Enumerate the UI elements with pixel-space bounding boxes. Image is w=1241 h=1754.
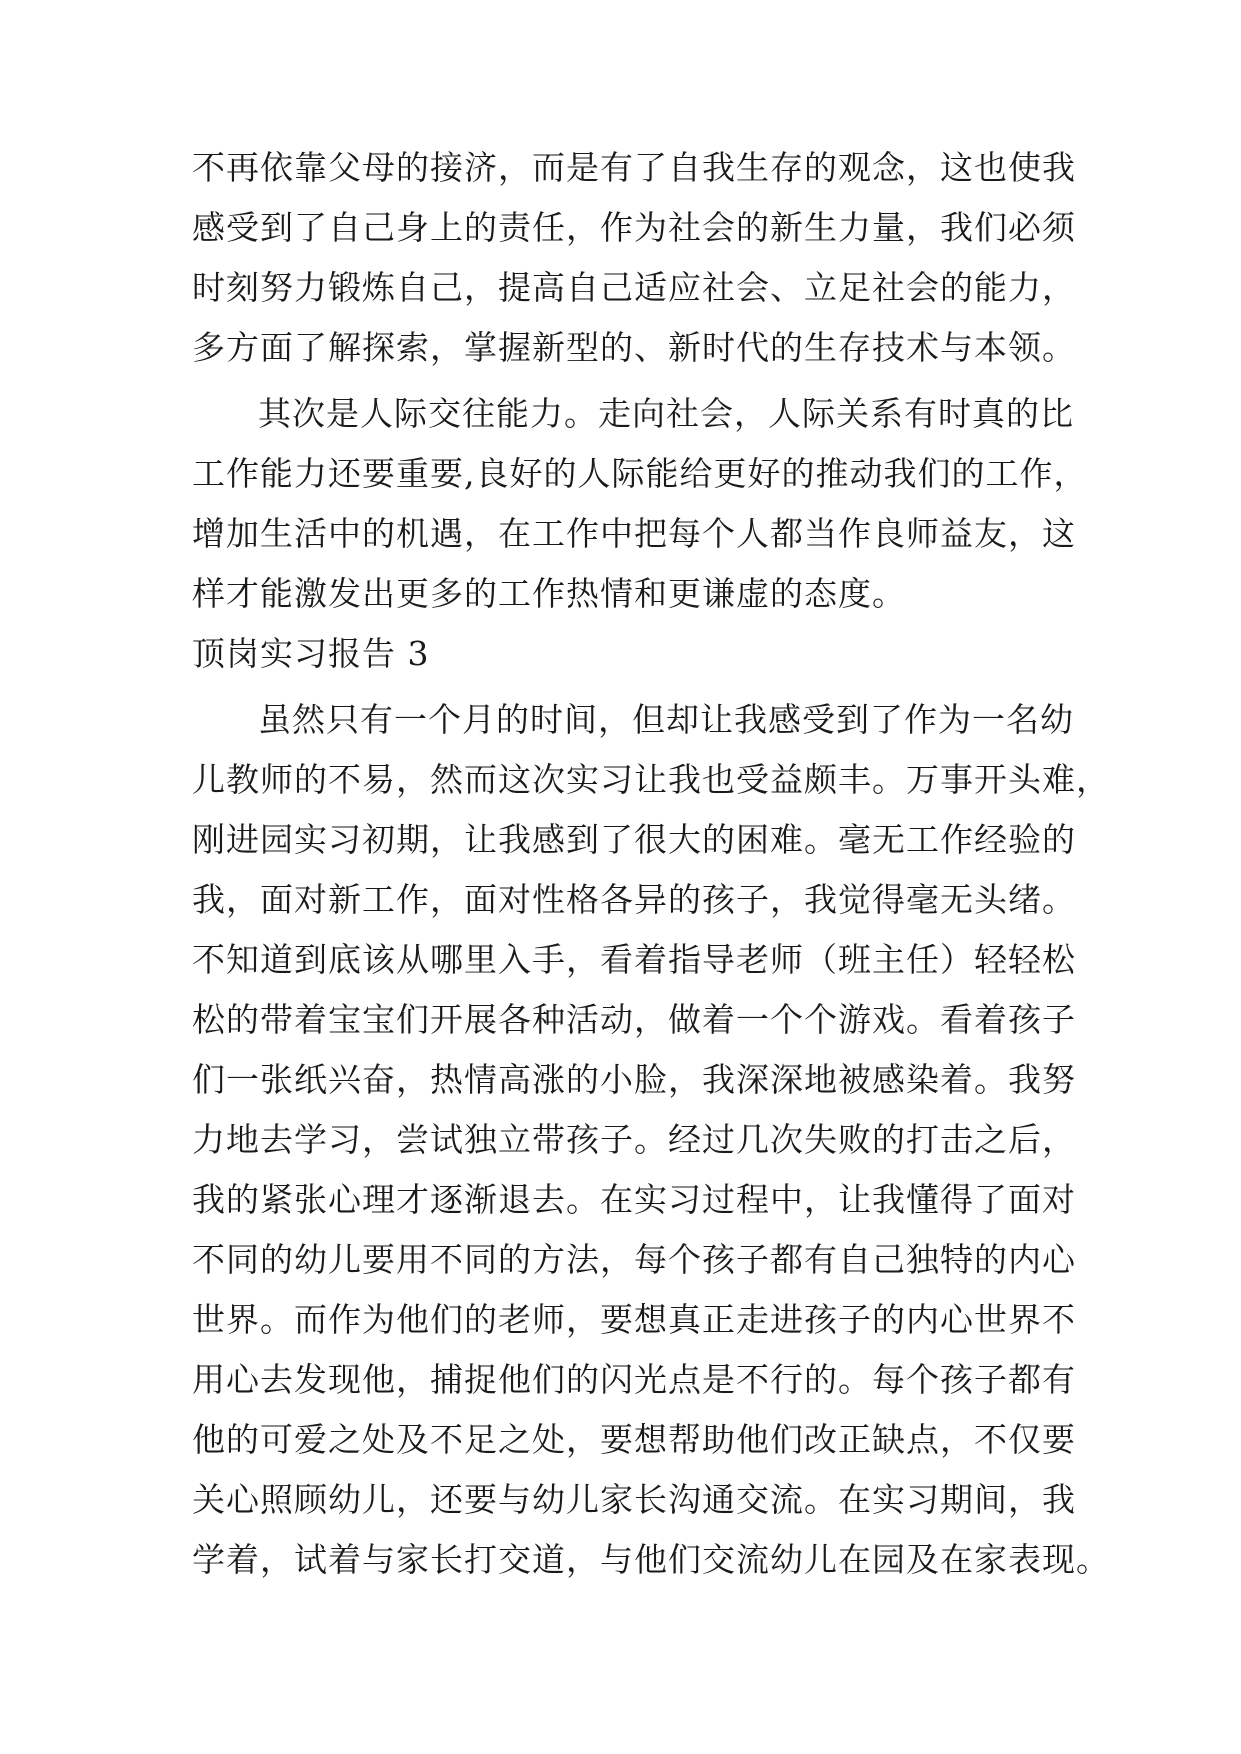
- text-line: 学着，试着与家长打交道，与他们交流幼儿在园及在家表现。: [192, 1540, 1110, 1579]
- text-line: 力地去学习，尝试独立带孩子。经过几次失败的打击之后，: [192, 1120, 1076, 1159]
- text-line: 其次是人际交往能力。走向社会，人际关系有时真的比: [258, 394, 1074, 433]
- text-line: 我的紧张心理才逐渐退去。在实习过程中，让我懂得了面对: [192, 1180, 1076, 1219]
- text-line: 不再依靠父母的接济，而是有了自我生存的观念，这也使我: [192, 148, 1076, 187]
- text-line: 工作能力还要重要,良好的人际能给更好的推动我们的工作，: [192, 454, 1088, 493]
- text-line: 不同的幼儿要用不同的方法，每个孩子都有自己独特的内心: [192, 1240, 1076, 1279]
- text-line: 儿教师的不易，然而这次实习让我也受益颇丰。万事开头难，: [192, 760, 1110, 799]
- text-line: 不知道到底该从哪里入手，看着指导老师（班主任）轻轻松: [192, 940, 1076, 979]
- text-line: 虽然只有一个月的时间，但却让我感受到了作为一名幼: [258, 700, 1074, 739]
- text-line: 刚进园实习初期，让我感到了很大的困难。毫无工作经验的: [192, 820, 1076, 859]
- text-line: 用心去发现他，捕捉他们的闪光点是不行的。每个孩子都有: [192, 1360, 1076, 1399]
- text-line: 多方面了解探索，掌握新型的、新时代的生存技术与本领。: [192, 328, 1076, 367]
- text-line: 世界。而作为他们的老师，要想真正走进孩子的内心世界不: [192, 1300, 1076, 1339]
- section-heading: 顶岗实习报告 3: [192, 634, 430, 673]
- text-line: 他的可爱之处及不足之处，要想帮助他们改正缺点，不仅要: [192, 1420, 1076, 1459]
- text-line: 我，面对新工作，面对性格各异的孩子，我觉得毫无头绪。: [192, 880, 1076, 919]
- text-line: 感受到了自己身上的责任，作为社会的新生力量，我们必须: [192, 208, 1076, 247]
- text-line: 时刻努力锻炼自己，提高自己适应社会、立足社会的能力，: [192, 268, 1076, 307]
- text-line: 松的带着宝宝们开展各种活动，做着一个个游戏。看着孩子: [192, 1000, 1076, 1039]
- text-line: 样才能激发出更多的工作热情和更谦虚的态度。: [192, 574, 906, 613]
- text-line: 关心照顾幼儿，还要与幼儿家长沟通交流。在实习期间，我: [192, 1480, 1076, 1519]
- text-line: 们一张纸兴奋，热情高涨的小脸，我深深地被感染着。我努: [192, 1060, 1076, 1099]
- text-line: 增加生活中的机遇，在工作中把每个人都当作良师益友，这: [192, 514, 1076, 553]
